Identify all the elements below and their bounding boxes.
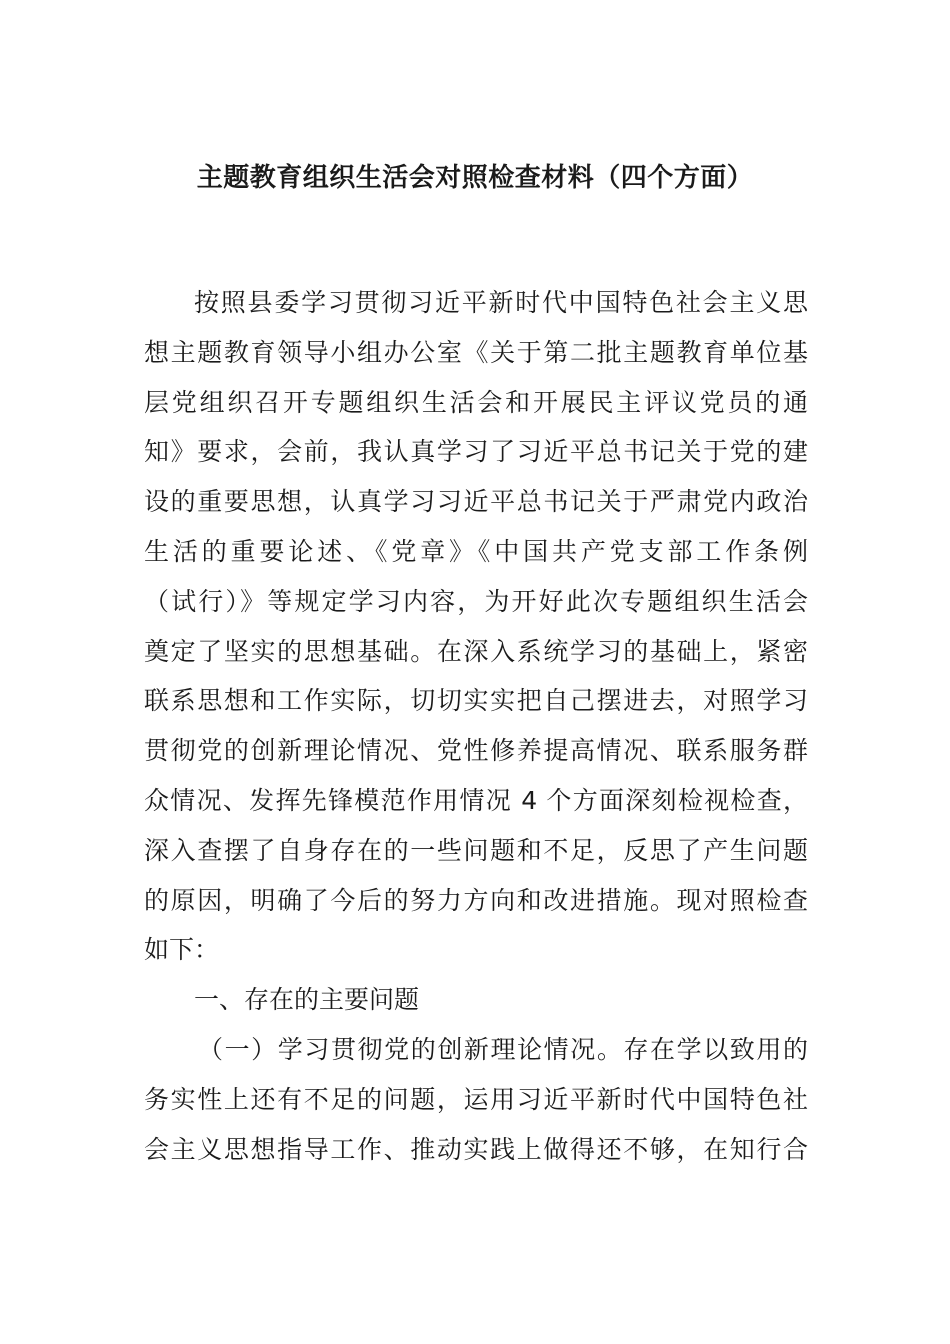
paragraph-line: 联系思想和工作实际，切切实实把自己摆进去，对照学习 [144,686,808,716]
paragraph-line: 按照县委学习贯彻习近平新时代中国特色社会主义思 [194,288,808,317]
document-body [144,278,808,1174]
paragraph-line: 知》要求，会前，我认真学习了习近平总书记关于党的建 [144,437,808,467]
paragraph-line: 务实性上还有不足的问题，运用习近平新时代中国特色社 [144,1084,808,1114]
paragraph-line: 设的重要思想，认真学习习近平总书记关于严肃党内政治 [144,487,808,517]
paragraph-line: 如下： [144,935,220,965]
paragraph-line: 生活的重要论述、《党章》《中国共产党支部工作条例 [144,536,808,566]
paragraph-line: 层党组织召开专题组织生活会和开展民主评议党员的通 [144,387,808,417]
paragraph-line: （试行）》等规定学习内容，为开好此次专题组织生活会 [144,586,808,616]
paragraph-line: 的原因，明确了今后的努力方向和改进措施。现对照检查 [144,885,808,915]
section-heading: 一、存在的主要问题 [194,985,420,1015]
subsection-heading-line: （一）学习贯彻党的创新理论情况。存在学以致用的 [198,1034,808,1064]
paragraph-line: 想主题教育领导小组办公室《关于第二批主题教育单位基 [144,337,808,367]
paragraph-line: 奠定了坚实的思想基础。在深入系统学习的基础上，紧密 [144,636,808,666]
paragraph-line: 会主义思想指导工作、推动实践上做得还不够，在知行合 [144,1134,808,1164]
document-title: 主题教育组织生活会对照检查材料（四个方面） [196,163,754,193]
paragraph-line: 贯彻党的创新理论情况、党性修养提高情况、联系服务群 [144,736,808,766]
paragraph-line: 众情况、发挥先锋模范作用情况 4 个方面深刻检视检查， [144,785,808,815]
paragraph-line: 深入查摆了自身存在的一些问题和不足，反思了产生问题 [144,835,808,865]
